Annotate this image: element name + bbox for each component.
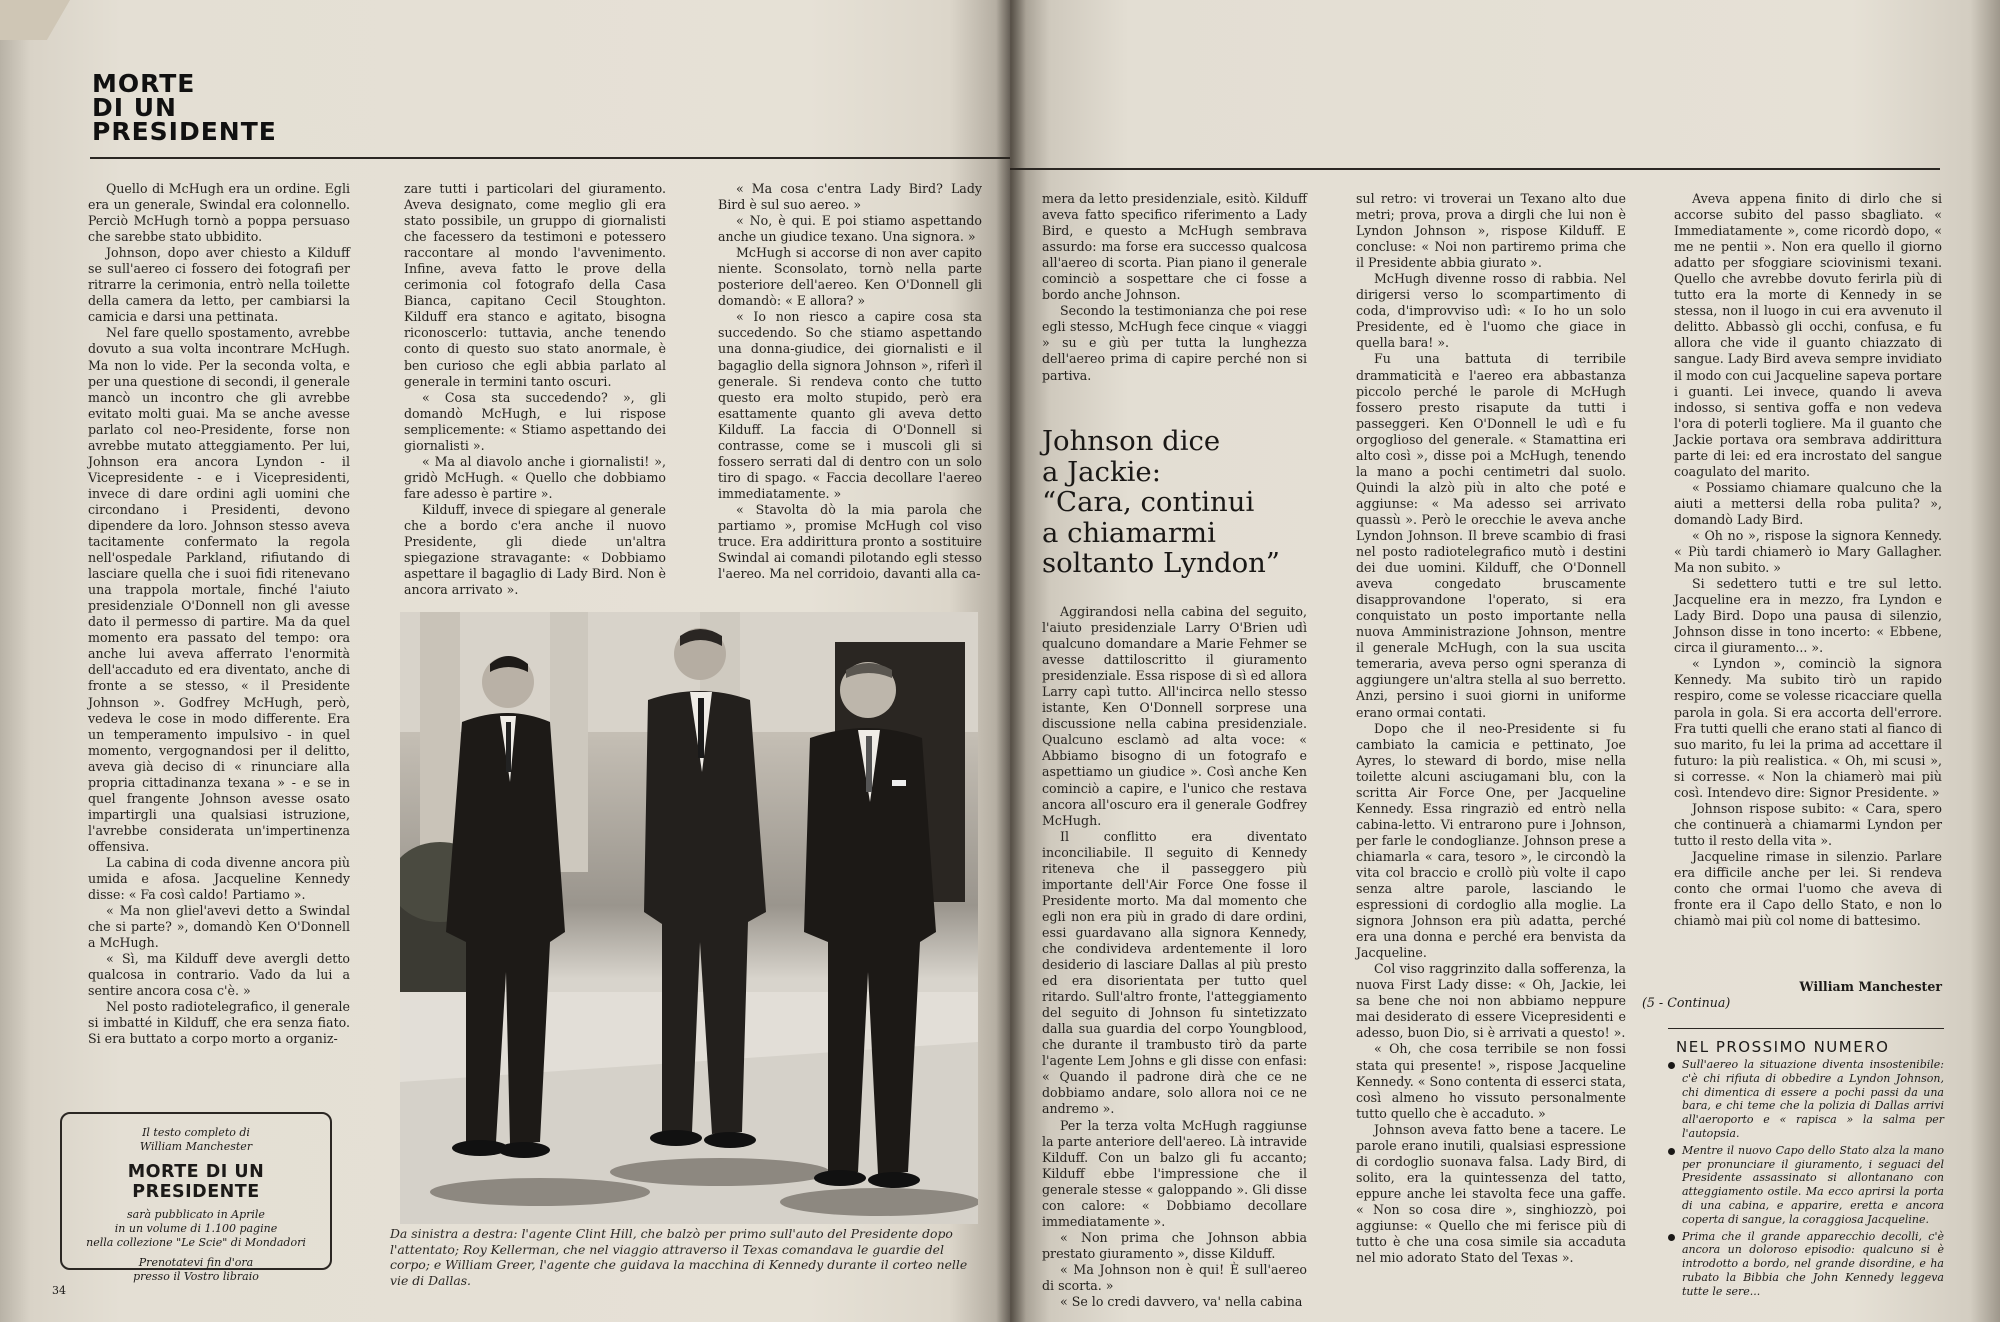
next-issue-rule <box>1668 1028 1944 1029</box>
photo-illustration <box>400 612 978 1224</box>
series-title-line: PRESIDENTE <box>92 117 277 146</box>
paragraph: Johnson rispose subito: « Cara, spero che continuerà a chiamarmi Lyndon per tutto il resto della vita ». <box>1674 800 1942 848</box>
header-rule <box>90 157 1010 159</box>
paragraph: mera da letto presidenziale, esitò. Kilduff aveva fatto specifico riferimento a Lady Bird, e questo a McHugh sembrava assurdo: ma forse era successo qualcosa all'aereo di scorta. Pian piano il generale cominciò a sospettare che ci fosse a bordo anche Johnson. <box>1042 191 1307 303</box>
photo-secret-service-agents <box>400 612 978 1224</box>
promo-text: Prenotatevi fin d'ora <box>138 1256 254 1269</box>
paragraph: « Oh, che cosa terribile se non fossi stata qui presente! », rispose Jacqueline Kennedy. « Sono contenta di esserci stata, così almeno ho vissuto personalmente tutto quello che è accaduto. » <box>1356 1041 1626 1121</box>
paragraph: Nel fare quello spostamento, avrebbe dovuto a sua volta incontrare McHugh. Ma non lo vide. Per la seconda volta, e per una questione di secondi, il generale mancò un incontro che gli avrebbe evitato molti guai. Ma se anche avesse parlato col neo-Presidente, forse non avrebbe mutato atteggiamento. Per lui, Johnson era ancora Lyndon - il Vicepresidente - e i Vicepresidenti, invece di dare ordini agli uomini che circondano i Presidenti, devono dipendere da loro. Johnson stesso aveva tacitamente confermato la regola nell'ospedale Parkland, rifiutando di lasciare quella che i suoi fidi ritenevano una trappola mortale, finché l'aiuto presidenziale O'Donnell non gli avesse dato il permesso di partire. Ma da quel momento era passato del tempo: ora anche lui aveva afferrato l'enormità dell'accaduto ed era diventato, anche di fronte a se stesso, « il Presidente Johnson ». Godfrey McHugh, però, vedeva le cose in modo differente. Era un temperamento impulsivo - in quel momento, vergognandosi per il delitto, aveva già deciso di « rinunciare alla propria cittadinanza texana » - e se in quel frangente Johnson avesse osato impartirgli una qualsiasi istruzione, l'avrebbe considerata un'impertinenza offensiva. <box>88 325 350 854</box>
next-issue-item: Mentre il nuovo Capo dello Stato alza la mano per pronunciare il giuramento, i seguaci del Presidente assassinato si allontanano con atteggiamento ostile. Ma ecco aprirsi la porta di una cabina, e apparire, eretta e ancora coperta di sangue, la coraggiosa Jacqueline. <box>1668 1144 1944 1227</box>
headline-line: soltanto Lyndon” <box>1042 547 1280 579</box>
paragraph: Il conflitto era diventato inconciliabile. Il seguito di Kennedy riteneva che il passeggero più importante dell'Air Force One fosse il Presidente morto. Ma dal momento che egli non era più in grado di dare ordini, essi guardavano alla signora Kennedy, che condivideva ardentemente il loro desiderio di lasciare Dallas al più presto ed era disorientata per tutto quel ritardo. Sull'altro fronte, l'atteggiamento del seguito di Johnson fu sintetizzato dalla sua guardia del corpo Youngblood, che durante il trambusto tirò da parte l'agente Lem Johns e gli disse con enfasi: « Quando il padrone dirà che ce ne dobbiamo andare, solo allora noi ce ne andremo ». <box>1042 828 1307 1117</box>
article-column-5 <box>1356 191 1626 1266</box>
paragraph: Johnson, dopo aver chiesto a Kilduff se sull'aereo ci fossero dei fotografi per ritrarre la cerimonia, entrò nella toilette della camera da letto, per cambiarsi la camicia e darsi una pettinata. <box>88 245 350 325</box>
paragraph: McHugh si accorse di non aver capito niente. Sconsolato, tornò nella parte posteriore dell'aereo. Ken O'Donnell gli domandò: « E allora? » <box>718 245 982 309</box>
paragraph: Kilduff, invece di spiegare al generale che a bordo c'era anche il nuovo Presidente, gli diede un'altra spiegazione stravagante: « Dobbiamo aspettare il bagaglio di Lady Bird. Non è ancora arrivato ». <box>404 501 666 598</box>
promo-text: sarà pubblicato in Aprile <box>127 1208 265 1221</box>
paragraph: La cabina di coda divenne ancora più umida e afosa. Jacqueline Kennedy disse: « Fa così caldo! Partiamo ». <box>88 854 350 903</box>
book-promo-box <box>60 1112 332 1283</box>
paragraph: « Possiamo chiamare qualcuno che la aiuti a mettersi della roba pulita? », domandò Lady Bird. <box>1674 479 1942 527</box>
promo-text: presso il Vostro libraio <box>133 1270 259 1283</box>
paragraph: Nel posto radiotelegrafico, il generale si imbatté in Kilduff, che era senza fiato. Si era buttato a corpo morto a organiz- <box>88 999 350 1047</box>
paragraph: zare tutti i particolari del giuramento. Aveva designato, come meglio gli era stato possibile, un gruppo di giornalisti che facessero da testimoni e potessero raccontare al mondo l'avvenimento. Infine, aveva fatto le prove della cerimonia col fotografo della Casa Bianca, capitano Cecil Stoughton. Kilduff era stanco e agitato, bisogna riconoscerlo: tuttavia, anche tenendo conto di questo suo stato anormale, è ben curioso che egli abbia parlato al generale in termini tanto oscuri. <box>404 181 666 389</box>
paragraph: « Ma cosa c'entra Lady Bird? Lady Bird è sul suo aereo. » <box>718 181 982 213</box>
series-title-line: MORTE <box>92 69 196 98</box>
paragraph: « Io non riesco a capire cosa sta succedendo. So che stiamo aspettando una donna-giudice, dei giornalisti e il bagaglio della signora Johnson », riferì il generale. Si rendeva conto che tutto questo era molto stupido, però era esattamente quanto gli aveva detto Kilduff. La faccia di O'Donnell si contrasse, come se i muscoli gli si fossero serrati dal di dentro con un solo tiro di spago. « Faccia decollare l'aereo immediatamente. » <box>718 309 982 501</box>
next-issue-item: Sull'aereo la situazione diventa insostenibile: c'è chi rifiuta di obbedire a Lyndon Johnson, chi dimentica di essere a pochi passi da una bara, e chi teme che la polizia di Dallas arrivi all'aeroporto e « rapisca » la salma per l'autopsia. <box>1668 1058 1944 1141</box>
promo-text: nella collezione "Le Scie" di Mondadori <box>86 1236 306 1249</box>
promo-author: William Manchester <box>139 1140 253 1153</box>
promo-text: in un volume di 1.100 pagine <box>114 1222 278 1235</box>
paragraph: Johnson aveva fatto bene a tacere. Le parole erano inutili, qualsiasi espressione di cordoglio suonava falsa. Lady Bird, di solito, era la quintessenza del tatto, eppure anche lei stavolta fece una gaffe. « Non so cosa dire », singhiozzò, poi aggiunse: « Quello che mi ferisce più di tutto è che una cosa simile sia accaduta nel mio adorato Stato del Texas ». <box>1356 1121 1626 1266</box>
page-gutter <box>996 0 1026 1322</box>
paragraph: Secondo la testimonianza che poi rese egli stesso, McHugh fece cinque « viaggi » su e giù per tutta la lunghezza dell'aereo prima di capire perché non si partiva. <box>1042 303 1307 383</box>
next-issue-title: NEL PROSSIMO NUMERO <box>1676 1038 1890 1056</box>
paragraph: Quello di McHugh era un ordine. Egli era un generale, Swindal era colonnello. Perciò McHugh tornò a poppa persuaso che sarebbe stato ubbidito. <box>88 181 350 245</box>
paragraph: McHugh divenne rosso di rabbia. Nel dirigersi verso lo scompartimento di coda, d'improvviso udì: « Io ho un solo Presidente, ed è l'uomo che giace in quella bara! ». <box>1356 271 1626 351</box>
paragraph: « Non prima che Johnson abbia prestato giuramento », disse Kilduff. <box>1042 1229 1307 1261</box>
paragraph: « Lyndon », cominciò la signora Kennedy. Ma subito tirò un rapido respiro, come se volesse ricacciare quella parola in gola. Si era accorta dell'errore. Fra tutti quelli che erano stati al fianco di suo marito, fu lei la prima ad accettare il futuro: la più realistica. « Oh, mi scusi », si corresse. « Non la chiamerò mai più così. Intendevo dire: Signor Presidente. » <box>1674 656 1942 800</box>
promo-book-title: MORTE DI UN PRESIDENTE <box>127 1162 265 1202</box>
headline-line: Johnson dice <box>1042 425 1221 457</box>
paragraph: Aggirandosi nella cabina del seguito, l'aiuto presidenziale Larry O'Brien udì qualcuno domandare a Marie Fehmer se avesse dattiloscritto il giuramento presidenziale. Essa rispose di sì ed allora Larry capì tutto. All'incirca nello stesso istante, Ken O'Donnell sorprese una discussione nella cabina presidenziale. Qualcuno esclamò ad alta voce: « Abbiamo bisogno di un fotografo e aspettiamo un giudice ». Così anche Ken cominciò a capire, e l'unico che restava ancora all'oscuro era il generale Godfrey McHugh. <box>1042 604 1307 828</box>
article-column-4-top <box>1042 191 1307 384</box>
article-column-3 <box>718 181 982 582</box>
continued-note: (5 - Continua) <box>1642 995 1731 1010</box>
series-title <box>92 69 292 146</box>
promo-text: Il testo completo di <box>142 1126 250 1139</box>
paragraph: « Stavolta dò la mia parola che partiamo », promise McHugh col viso truce. Era addirittura pronto a sostituire Swindal ai comandi pilotando egli stesso l'aereo. Ma nel corridoio, davanti alla ca- <box>718 501 982 582</box>
headline-line: a Jackie: <box>1042 455 1161 488</box>
paragraph: « No, è qui. E poi stiamo aspettando anche un giudice texano. Una signora. » <box>718 213 982 245</box>
paragraph: Si sedettero tutti e tre sul letto. Jacqueline era in mezzo, fra Lyndon e Lady Bird. Dopo una pausa di silenzio, Johnson disse in tono incerto: « Ebbene, circa il giuramento... ». <box>1674 576 1942 656</box>
article-column-1 <box>88 181 350 1048</box>
paragraph: « Se lo credi davvero, va' nella cabina <box>1060 1294 1303 1310</box>
paragraph: Per la terza volta McHugh raggiunse la parte anteriore dell'aereo. Là intravide Kilduff. Con un balzo gli fu accanto; Kilduff ebbe l'impressione che il generale stesse « galoppando ». Gli disse con calore: « Dobbiamo decollare immediatamente ». <box>1042 1117 1307 1229</box>
article-column-6 <box>1674 191 1942 929</box>
paragraph: « Oh no », rispose la signora Kennedy. « Più tardi chiamerò io Mary Gallagher. Ma non subito. » <box>1674 527 1942 576</box>
headline-line: “Cara, continui <box>1042 486 1255 518</box>
paragraph: Col viso raggrinzito dalla sofferenza, la nuova First Lady disse: « Oh, Jackie, lei sa bene che noi non abbiamo neppure mai desiderato di essere Vicepresidenti e adesso, buon Dio, si è arrivati a questo! ». <box>1356 961 1626 1041</box>
next-issue-list <box>1668 1058 1944 1302</box>
paragraph: Jacqueline rimase in silenzio. Parlare era difficile anche per lei. Si rendeva conto che ormai l'uomo che aveva di fronte era il Capo dello Stato, e non lo chiamò mai più col nome di battesimo. <box>1674 848 1942 929</box>
headline-line: a chiamarmi <box>1042 516 1216 549</box>
paragraph: « Cosa sta succedendo? », gli domandò McHugh, e lui rispose semplicemente: « Stiamo aspettando dei giornalisti ». <box>404 389 666 453</box>
paragraph: « Ma Johnson non è qui! È sull'aereo di scorta. » <box>1042 1261 1307 1293</box>
section-headline <box>1042 426 1322 579</box>
paragraph: Aveva appena finito di dirlo che si accorse subito del passo sbagliato. « Immediatamente », come ricordò dopo, « me ne pentii ». Non era quello il giorno adatto per sfoggiare sciovinismi texani. Quello che avrebbe dovuto ferirla più di tutto era la morte di Kennedy in se stessa, non il luogo in cui era avvenuto il delitto. Abbassò gli occhi, confusa, e fu allora che vide il guanto chiazzato di sangue. Lady Bird aveva sempre invidiato il modo con cui Jacqueline sapeva portare i guanti. Lei invece, quando li aveva indosso, si sentiva goffa e non vedeva l'ora di poterli togliere. Ma il guanto che Jackie portava ora sembrava addirittura parte di lei: ed era incrostato del sangue coagulato del marito. <box>1674 191 1942 479</box>
article-column-4-bottom <box>1042 604 1307 1310</box>
paragraph: Fu una battuta di terribile drammaticità e l'aereo era abbastanza piccolo perché le parole di McHugh fossero presto risapute da tutti i passeggeri. Ken O'Donnell le udì e fu orgoglioso del generale. « Stamattina eri alto così », disse poi a McHugh, tenendo la mano a pochi centimetri dal suolo. Quindi la alzò più in alto che poté e aggiunse: « Ma adesso sei arrivato quassù ». Però le orecchie le aveva anche Lyndon Johnson. Il breve scambio di frasi nel posto radiotelegrafico mutò i destini dei due uomini. Kilduff, che O'Donnell aveva congedato bruscamente disapprovandone l'operato, si era conquistato un posto importante nella nuova Amministrazione Johnson, mentre il generale McHugh, con la sua uscita temeraria, aveva perso ogni speranza di aggiungere un'altra stella al suo berretto. Anzi, persino i suoi giorni in uniforme erano ormai contati. <box>1356 351 1626 720</box>
author-signature: William Manchester <box>1799 979 1942 994</box>
page-number: 34 <box>52 1284 66 1297</box>
photo-caption: Da sinistra a destra: l'agente Clint Hill, che balzò per primo sull'auto del Presidente dopo l'attentato; Roy Kellerman, che nel viaggio attraverso il Texas comandava le guardie del corpo; e William Greer, l'agente che guidava la macchina di Kennedy durante il corteo nelle vie di Dallas. <box>390 1226 968 1288</box>
next-issue-item: Prima che il grande apparecchio decolli, c'è ancora un doloroso episodio: qualcuno si è introdotto a bordo, nel grande disordine, e ha rubato la Bibbia che John Kennedy leggeva tutte le sere... <box>1668 1230 1944 1299</box>
series-title-line: DI UN <box>92 93 177 122</box>
article-column-2 <box>404 181 666 598</box>
paragraph: sul retro: vi troverai un Texano alto due metri; prova, prova a dirgli che lui non è Lyndon Johnson », rispose Kilduff. E concluse: « Noi non partiremo prima che il Presidente abbia giurato ». <box>1356 191 1626 271</box>
paragraph: Dopo che il neo-Presidente si fu cambiato la camicia e pettinato, Joe Ayres, lo steward di bordo, mise nella toilette alcuni asciugamani blu, con la scritta Air Force One, per Jacqueline Kennedy. Essa ringraziò ed entrò nella cabina-letto. Vi entrarono pure i Johnson, per farle le condoglianze. Johnson prese a chiamarla « cara, tesoro », le circondò la vita col braccio e crollò più volte il capo senza altre parole, lasciando le espressioni di cordoglio alla moglie. La signora Johnson era più adatta, perché era una donna e perché era benvista da Jacqueline. <box>1356 720 1626 961</box>
paragraph: « Sì, ma Kilduff deve avergli detto qualcosa in contrario. Vado da lui a sentire ancora cosa c'è. » <box>88 951 350 999</box>
header-rule <box>1010 168 1940 170</box>
paragraph: « Ma non gliel'avevi detto a Swindal che si parte? », domandò Ken O'Donnell a McHugh. <box>88 903 350 951</box>
paragraph: « Ma al diavolo anche i giornalisti! », gridò McHugh. « Quello che dobbiamo fare adesso è partire ». <box>404 453 666 501</box>
page-corner-tab <box>0 0 70 40</box>
